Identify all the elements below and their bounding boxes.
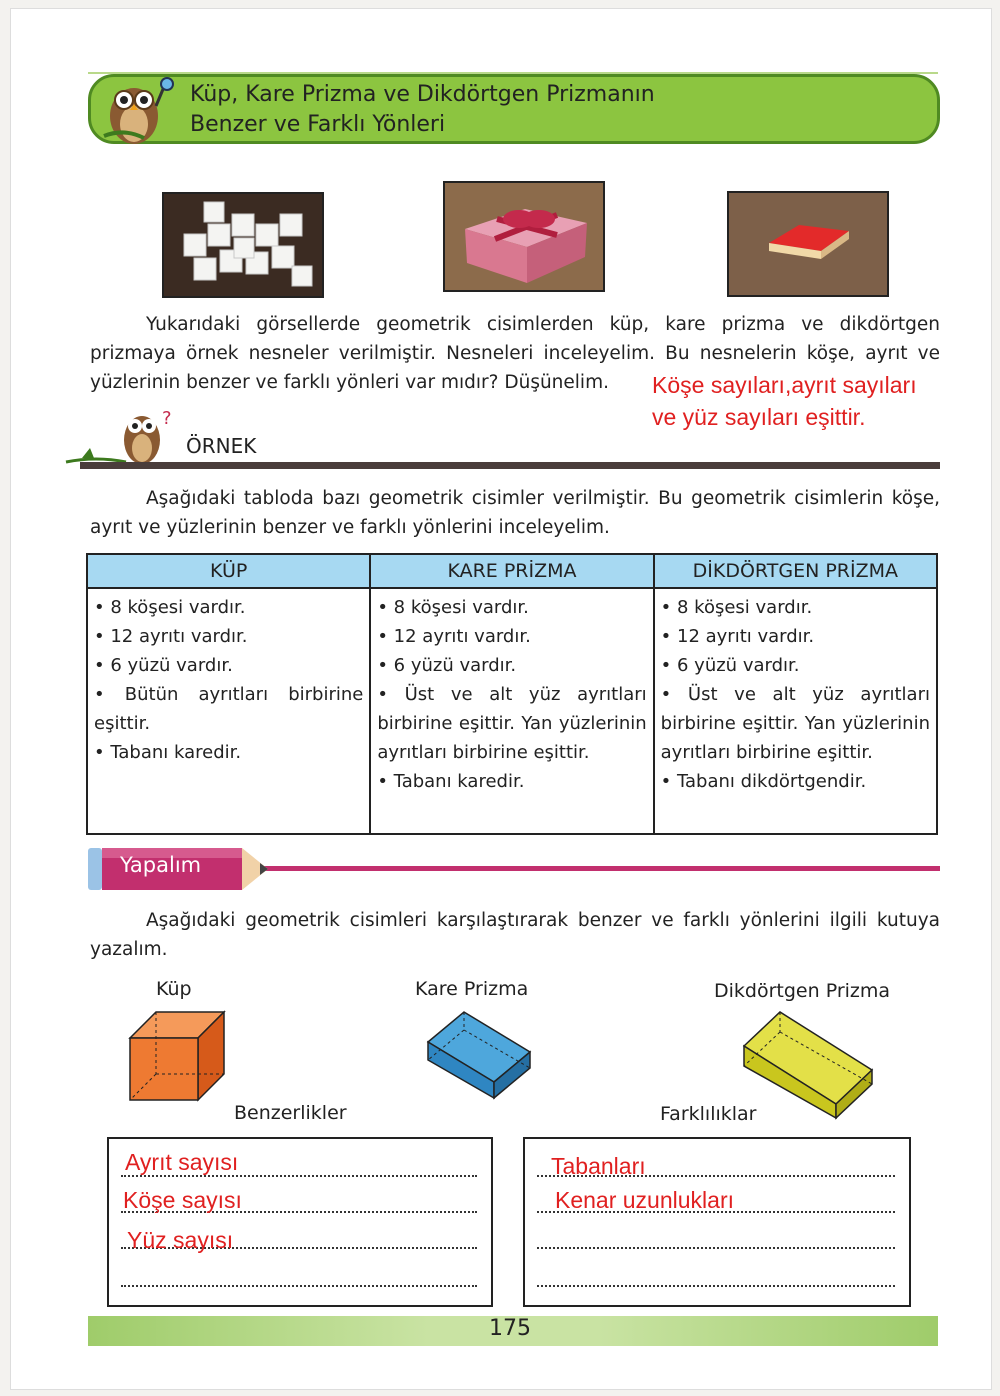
activity-paragraph: Aşağıdaki geometrik cisimleri karşılaştırarak benzer ve farklı yönlerini ilgili kutuya yazalım.: [90, 910, 940, 960]
table-row: [87, 588, 937, 834]
difference-answer: Kenar uzunlukları: [555, 1187, 734, 1213]
similarity-answer: Köşe sayısı: [123, 1187, 242, 1213]
list-item: • Tabanı dikdörtgendir.: [661, 767, 930, 796]
cube-properties: [87, 588, 370, 834]
activity-divider: [262, 866, 940, 871]
activity-label: Yapalım: [120, 853, 202, 877]
title-line-1: Küp, Kare Prizma ve Dikdörtgen Prizmanın: [190, 82, 655, 107]
example-divider: [80, 462, 940, 469]
rectangular-prism-properties: [654, 588, 937, 834]
header-rectangular-prism: DİKDÖRTGEN PRİZMA: [654, 554, 937, 588]
list-item: • 12 ayrıtı vardır.: [377, 622, 646, 651]
owl-icon: [94, 76, 186, 146]
handwritten-answer-line-2: ve yüz sayıları eşittir.: [652, 404, 866, 430]
page-number: 175: [489, 1316, 531, 1341]
handwritten-answer-line-1: Köşe sayıları,ayrıt sayıları: [652, 372, 917, 398]
list-item: • Üst ve alt yüz ayrıtları birbirine eşittir. Yan yüzlerinin ayrıtları birbirine eşittir.: [661, 680, 930, 767]
cube-drawing: [126, 1008, 228, 1104]
list-item: • Tabanı karedir.: [377, 767, 646, 796]
sugar-cubes-photo: [162, 192, 324, 298]
intro-paragraph: Yukarıdaki görsellerde geometrik cisimlerden küp, kare prizma ve dikdörtgen prizmaya örnek nesneler verilmiştir. Nesneleri inceleyelim. Bu nesnelerin köşe, ayrıt ve yüzlerinin benzer ve farklı yönleri var mıdır? Düşünelim.: [90, 314, 940, 393]
matchbox-photo: [727, 191, 889, 297]
list-item: • 8 köşesi vardır.: [94, 593, 363, 622]
similarity-answer: Yüz sayısı: [127, 1227, 234, 1253]
gift-box-photo: [443, 181, 605, 292]
title-line-2: Benzer ve Farklı Yönleri: [190, 112, 446, 137]
rectangular-prism-label: Dikdörtgen Prizma: [714, 980, 891, 1002]
differences-label: Farklılıklar: [660, 1103, 757, 1125]
differences-box[interactable]: [523, 1137, 911, 1307]
cube-label: Küp: [156, 978, 192, 1000]
header-cube: KÜP: [87, 554, 370, 588]
list-item: • 12 ayrıtı vardır.: [661, 622, 930, 651]
list-item: • Bütün ayrıtları birbirine eşittir.: [94, 680, 363, 738]
list-item: • 6 yüzü vardır.: [377, 651, 646, 680]
page-title: [190, 80, 655, 140]
difference-answer: Tabanları: [551, 1153, 646, 1179]
list-item: • 12 ayrıtı vardır.: [94, 622, 363, 651]
similarity-answer: Ayrıt sayısı: [125, 1149, 239, 1175]
list-item: • Üst ve alt yüz ayrıtları birbirine eşittir. Yan yüzlerinin ayrıtları birbirine eşittir.: [377, 680, 646, 767]
example-label: ÖRNEK: [186, 434, 257, 458]
square-prism-label: Kare Prizma: [415, 978, 529, 1000]
rectangular-prism-drawing: [740, 1008, 884, 1120]
header-square-prism: KARE PRİZMA: [370, 554, 653, 588]
list-item: • 6 yüzü vardır.: [661, 651, 930, 680]
example-paragraph: Aşağıdaki tabloda bazı geometrik cisimler verilmiştir. Bu geometrik cisimlerin köşe, ayrıt ve yüzlerinin benzer ve farklı yönlerini inceleyelim.: [90, 488, 940, 538]
square-prism-drawing: [424, 1008, 534, 1100]
list-item: • Tabanı karedir.: [94, 738, 363, 767]
list-item: • 8 köşesi vardır.: [661, 593, 930, 622]
svg-text:?: ?: [162, 408, 172, 429]
similarities-label: Benzerlikler: [234, 1102, 347, 1124]
similarities-box[interactable]: [107, 1137, 493, 1307]
list-item: • 8 köşesi vardır.: [377, 593, 646, 622]
list-item: • 6 yüzü vardır.: [94, 651, 363, 680]
square-prism-properties: [370, 588, 653, 834]
comparison-table: [86, 553, 938, 835]
table-header-row: [87, 554, 937, 588]
